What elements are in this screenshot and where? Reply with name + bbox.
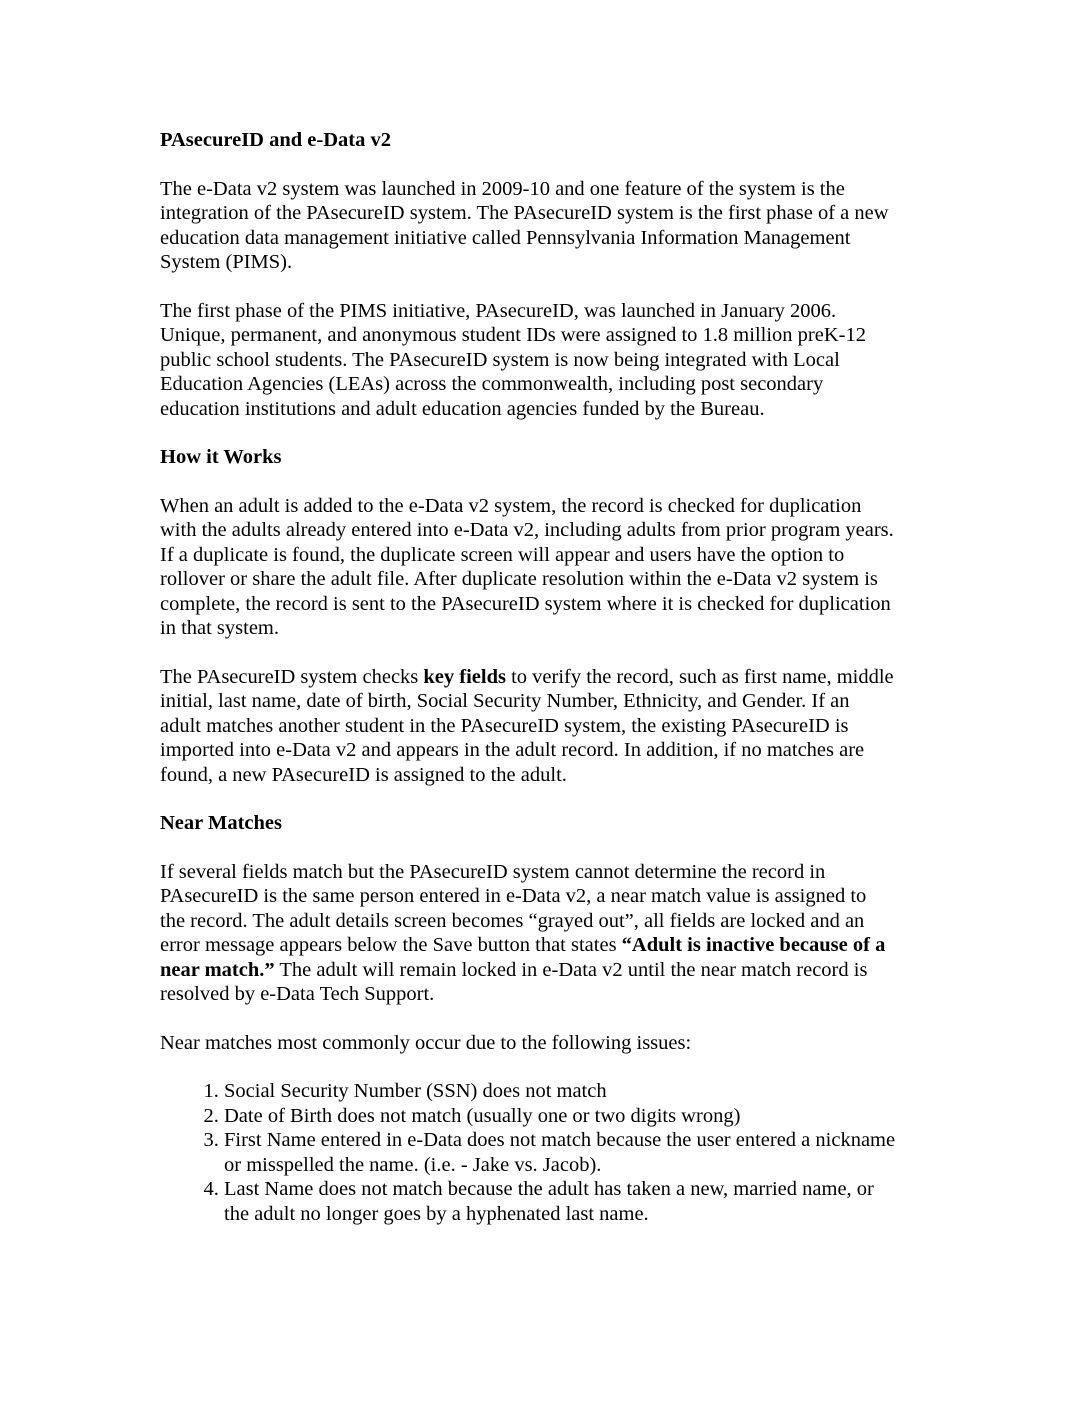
text-line: education institutions and adult education agencies funded by the Bureau. <box>160 397 765 420</box>
text-line: rollover or share the adult file. After duplicate resolution within the e-Data v2 system is <box>160 568 878 590</box>
error-message-emphasis: “Adult is inactive because of a <box>621 934 886 956</box>
text-line: adult matches another student in the PAsecureID system, the existing PAsecureID is <box>160 714 849 737</box>
section-heading-near-matches: Near Matches <box>160 812 283 834</box>
text-line: Unique, permanent, and anonymous student IDs were assigned to 1.8 million preK-12 <box>160 324 866 346</box>
paragraph-duplicate-check <box>160 494 940 641</box>
key-fields-emphasis: key fields <box>423 665 506 688</box>
list-item <box>224 1079 940 1104</box>
text-run: The PAsecureID system checks <box>160 665 424 688</box>
text-line: found, a new PAsecureID is assigned to the adult. <box>160 763 567 786</box>
paragraph-edata-launch <box>160 177 940 275</box>
list-item <box>224 1128 940 1177</box>
text-line: in that system. <box>160 617 280 639</box>
near-match-issues-list <box>160 1079 940 1226</box>
text-line: PAsecureID is the same person entered in e-Data v2, a near match value is assigned to <box>160 885 867 907</box>
text-line: If a duplicate is found, the duplicate screen will appear and users have the option to <box>160 543 845 566</box>
text-run: The adult will remain locked in e-Data v2 until the near match record is <box>274 958 868 981</box>
text-line: initial, last name, date of birth, Social Security Number, Ethnicity, and Gender. If an <box>160 690 850 712</box>
text-line: complete, the record is sent to the PAsecureID system where it is checked for duplication <box>160 592 891 615</box>
document-page <box>160 128 940 1226</box>
text-line: The first phase of the PIMS initiative, PAsecureID, was launched in January 2006. <box>160 299 837 322</box>
text-line: The e-Data v2 system was launched in 2009-10 and one feature of the system is the <box>160 177 845 200</box>
paragraph-near-match-definition <box>160 860 940 1007</box>
text-run: to verify the record, such as first name, middle <box>505 665 894 688</box>
text-line: with the adults already entered into e-Data v2, including adults from prior program years. <box>160 519 894 541</box>
text-line: integration of the PAsecureID system. The PAsecureID system is the first phase of a new <box>160 202 889 224</box>
section-heading-pasecureid: PAsecureID and e-Data v2 <box>160 129 391 151</box>
text-line <box>160 665 940 690</box>
error-message-emphasis: near match.” <box>160 958 275 981</box>
text-line: the adult no longer goes by a hyphenated last name. <box>224 1202 649 1225</box>
list-item <box>224 1177 940 1226</box>
text-line: 2. Date of Birth does not match (usually one or two digits wrong) <box>224 1104 741 1127</box>
text-line: resolved by e-Data Tech Support. <box>160 983 435 1005</box>
text-line: imported into e-Data v2 and appears in the adult record. In addition, if no matches are <box>160 739 865 761</box>
text-line: When an adult is added to the e-Data v2 system, the record is checked for duplication <box>160 494 862 517</box>
paragraph-pims-initiative <box>160 299 940 422</box>
text-line <box>160 958 940 983</box>
text-line: education data management initiative called Pennsylvania Information Management <box>160 226 851 249</box>
text-line: 1. Social Security Number (SSN) does not match <box>224 1080 607 1102</box>
paragraph-key-fields <box>160 665 940 788</box>
text-run: error message appears below the Save button that states <box>160 934 622 956</box>
text-line: the record. The adult details screen becomes “grayed out”, all fields are locked and an <box>160 909 865 932</box>
paragraph-near-match-causes-intro: Near matches most commonly occur due to the following issues: <box>160 1031 692 1054</box>
text-line: System (PIMS). <box>160 251 293 273</box>
text-line <box>160 933 940 958</box>
text-line: If several fields match but the PAsecureID system cannot determine the record in <box>160 860 826 883</box>
section-heading-how-it-works: How it Works <box>160 446 282 468</box>
list-item <box>224 1104 940 1129</box>
text-line: 3. First Name entered in e-Data does not match because the user entered a nickname <box>224 1129 896 1151</box>
text-line: Education Agencies (LEAs) across the commonwealth, including post secondary <box>160 373 824 395</box>
text-line: 4. Last Name does not match because the adult has taken a new, married name, or <box>224 1178 874 1200</box>
text-line: or misspelled the name. (i.e. - Jake vs. Jacob). <box>224 1153 602 1176</box>
text-line: public school students. The PAsecureID system is now being integrated with Local <box>160 348 840 371</box>
